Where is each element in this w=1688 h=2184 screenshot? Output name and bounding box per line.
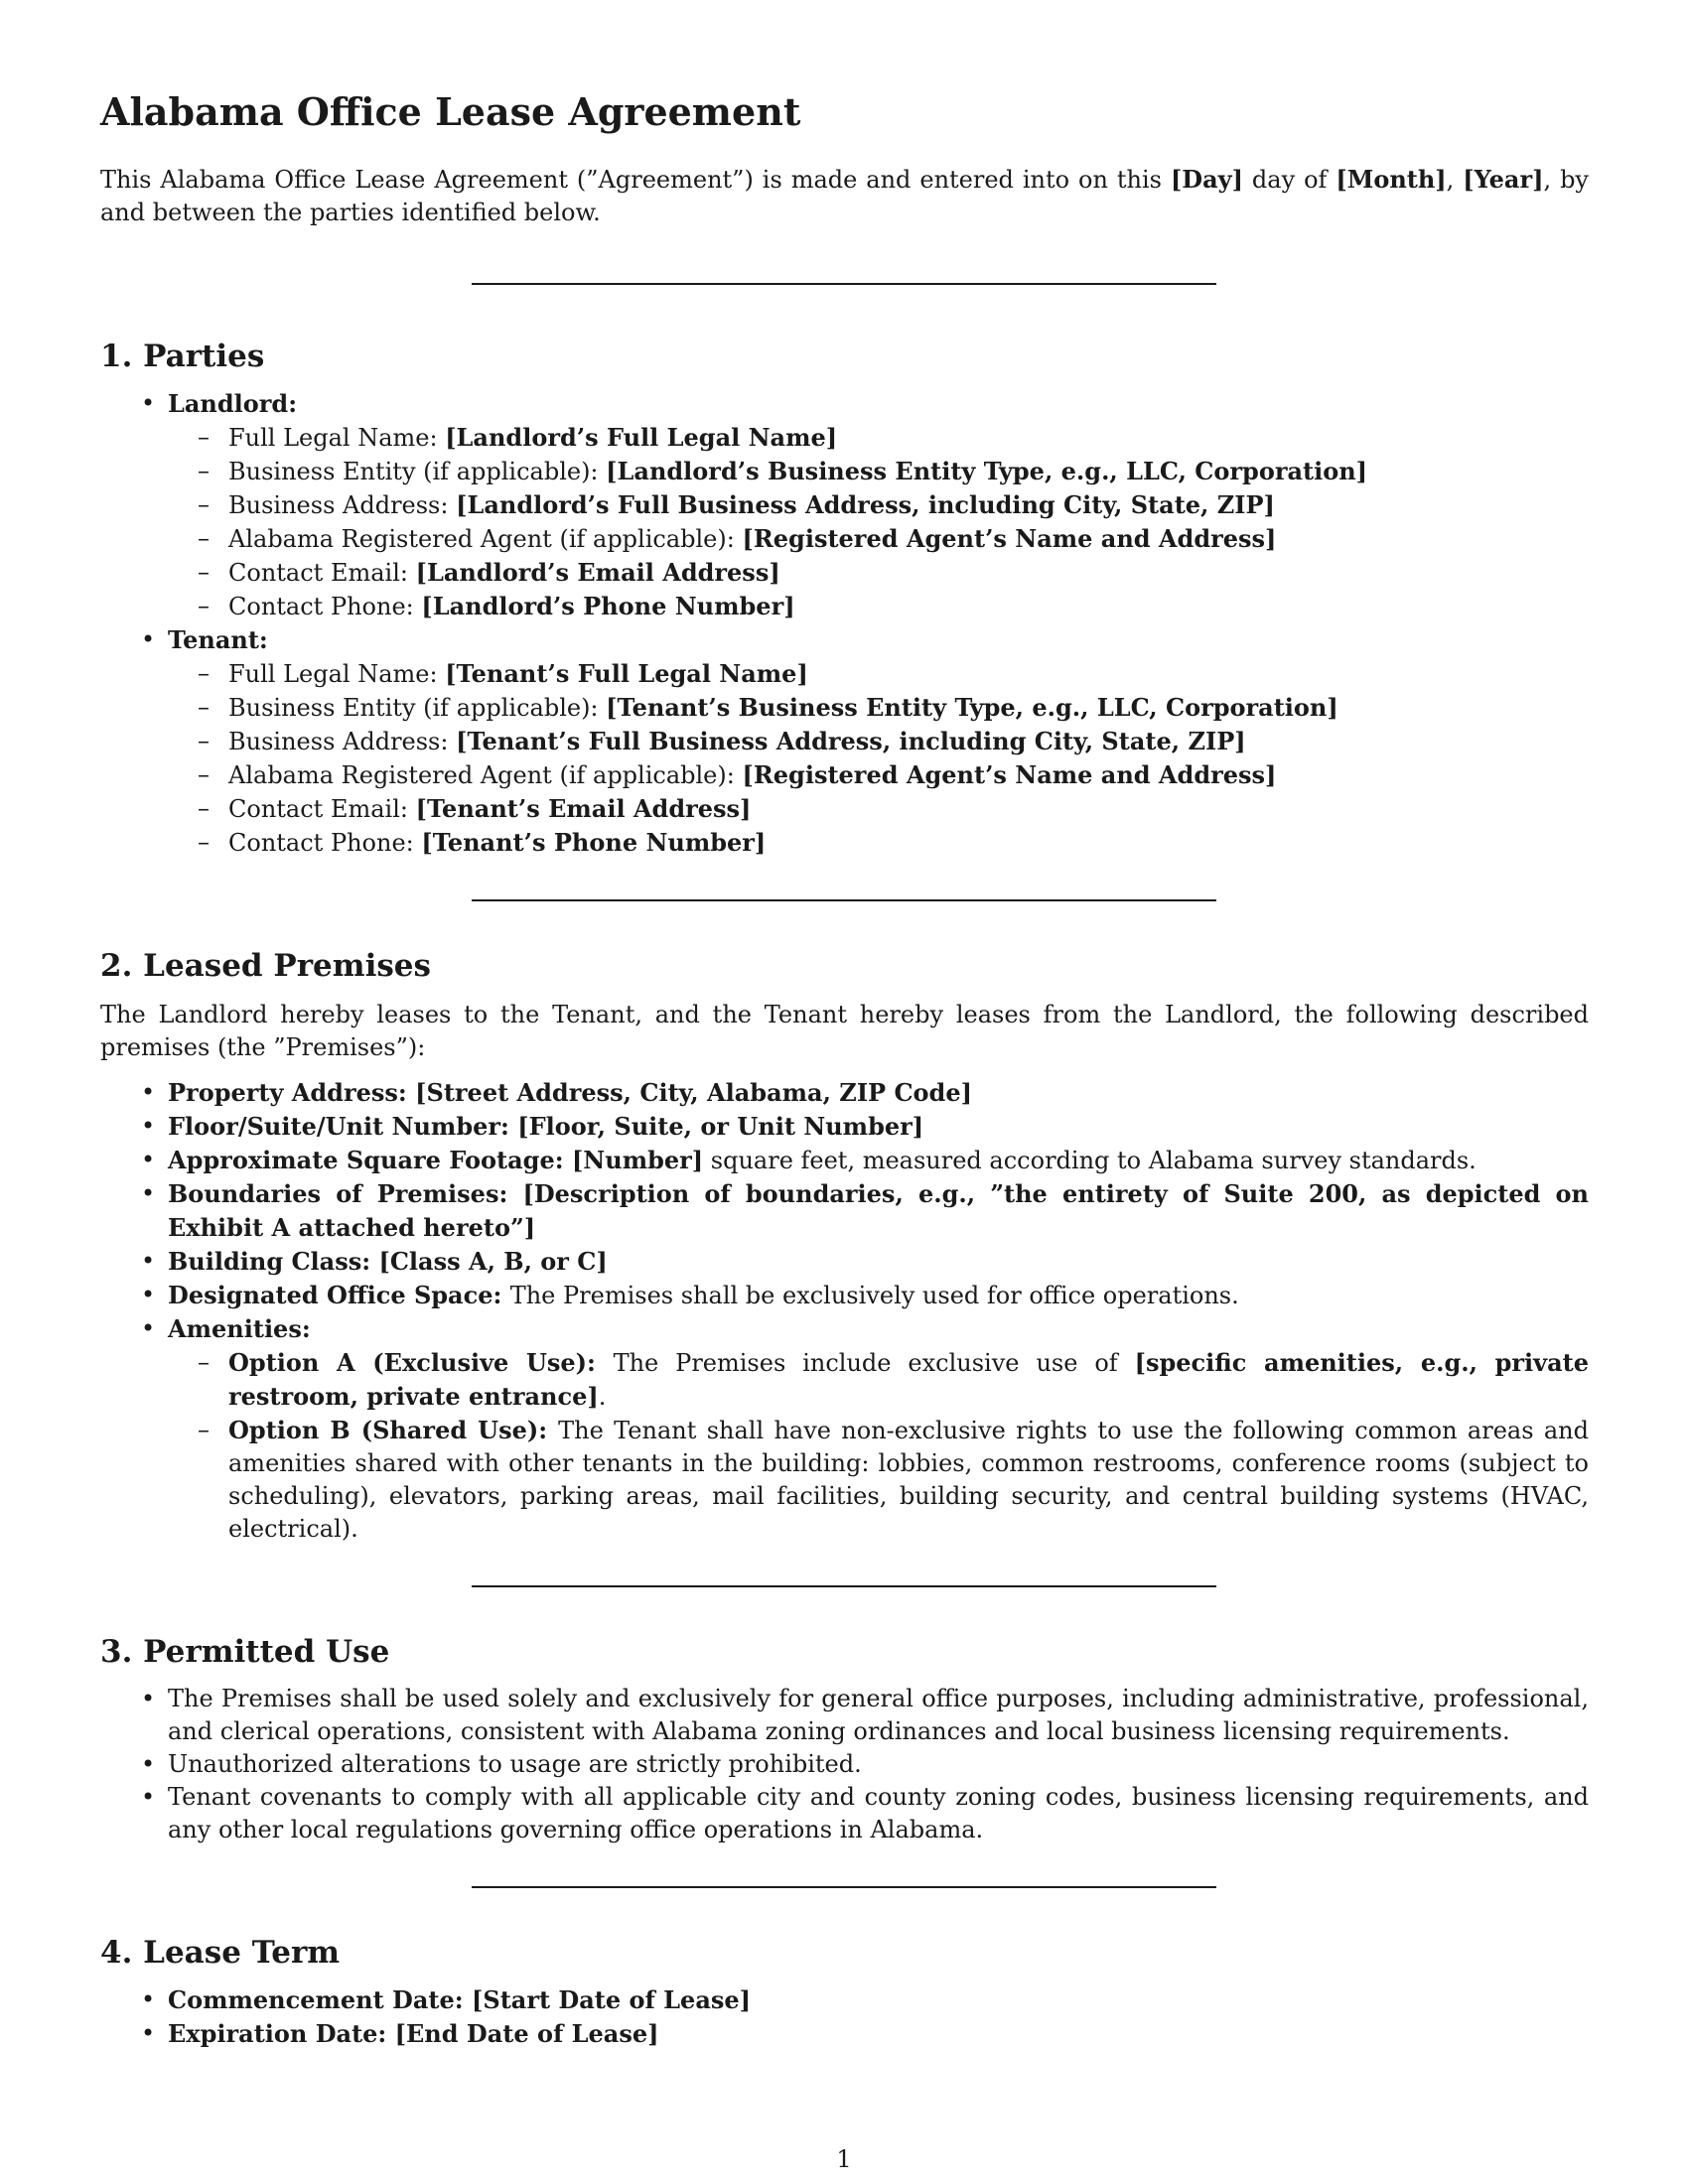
section-divider — [472, 1585, 1216, 1587]
amenities-options — [168, 1346, 1589, 1546]
list-item — [100, 623, 1589, 860]
list-item: – Business Address: [Landlord’s Full Business Address, including City, State, ZIP] — [168, 488, 1589, 522]
premises-list — [100, 1076, 1589, 1546]
document-title: Alabama Office Lease Agreement — [100, 89, 801, 134]
list-item: – Contact Email: [Tenant’s Email Address] — [168, 792, 1589, 826]
tenant-details — [168, 657, 1589, 860]
section-heading-parties: 1. Parties — [100, 339, 265, 374]
premises-intro: The Landlord hereby leases to the Tenant, and the Tenant hereby leases from the Landlord, the following described premises (the ”Premises”): — [100, 1001, 1589, 1061]
amenities-label: Amenities: — [168, 1314, 311, 1343]
list-item: • Building Class: [Class A, B, or C] — [100, 1245, 1589, 1279]
list-item: – Business Entity (if applicable): [Landlord’s Business Entity Type, e.g., LLC, Corporation] — [168, 455, 1589, 488]
list-item: • Unauthorized alterations to usage are strictly prohibited. — [100, 1748, 1589, 1781]
list-item: • The Premises shall be used solely and exclusively for general office purposes, including administrative, professional, and clerical operations, consistent with Alabama zoning ordinances and local business licensing requirements. — [100, 1683, 1589, 1748]
page-number: 1 — [836, 2145, 852, 2173]
list-item — [100, 1312, 1589, 1546]
list-item: • Floor/Suite/Unit Number: [Floor, Suite, or Unit Number] — [100, 1110, 1589, 1144]
tenant-label: Tenant: — [168, 625, 268, 654]
section-heading-permitted-use: 3. Permitted Use — [100, 1634, 390, 1670]
list-item: – Option A (Exclusive Use): The Premises include exclusive use of [specific amenities, e.g., private restroom, private entrance]. — [168, 1346, 1589, 1414]
lease-term-list — [100, 1983, 1589, 2051]
list-item: • Boundaries of Premises: [Description of boundaries, e.g., ”the entirety of Suite 200, as depicted on Exhibit A attached hereto”] — [100, 1177, 1589, 1245]
list-item: • Approximate Square Footage: [Number] square feet, measured according to Alabama survey standards. — [100, 1144, 1589, 1177]
list-item: • Designated Office Space: The Premises shall be exclusively used for office operations. — [100, 1279, 1589, 1312]
section-heading-lease-term: 4. Lease Term — [100, 1935, 341, 1971]
list-item: • Commencement Date: [Start Date of Lease] — [100, 1983, 1589, 2017]
list-item: – Alabama Registered Agent (if applicable): [Registered Agent’s Name and Address] — [168, 522, 1589, 556]
day-placeholder: [Day] — [1170, 165, 1243, 194]
document-page — [100, 87, 1589, 2051]
intro-paragraph: This Alabama Office Lease Agreement (”Agreement”) is made and entered into on this [Day] day of [Month], [Year], by and between the parties identified below. — [100, 165, 1589, 226]
list-item: – Contact Phone: [Tenant’s Phone Number] — [168, 826, 1589, 860]
year-placeholder: [Year] — [1463, 165, 1544, 194]
parties-list — [100, 387, 1589, 860]
list-item: – Full Legal Name: [Tenant’s Full Legal Name] — [168, 657, 1589, 691]
landlord-details — [168, 421, 1589, 623]
list-item: – Contact Email: [Landlord’s Email Address] — [168, 556, 1589, 590]
list-item: – Option B (Shared Use): The Tenant shall have non-exclusive rights to use the following common areas and amenities shared with other tenants in the building: lobbies, common restrooms, conference rooms (subject to scheduling), elevators, parking areas, mail facilities, building security, and central building systems (HVAC, electrical). — [168, 1414, 1589, 1546]
permitted-use-list — [100, 1683, 1589, 1846]
month-placeholder: [Month] — [1336, 165, 1447, 194]
landlord-label: Landlord: — [168, 389, 298, 418]
list-item: – Contact Phone: [Landlord’s Phone Number] — [168, 590, 1589, 623]
list-item: • Tenant covenants to comply with all applicable city and county zoning codes, business licensing requirements, and any other local regulations governing office operations in Alabama. — [100, 1781, 1589, 1846]
list-item: – Business Address: [Tenant’s Full Business Address, including City, State, ZIP] — [168, 725, 1589, 758]
section-divider — [472, 899, 1216, 901]
list-item — [100, 387, 1589, 623]
section-divider — [472, 1886, 1216, 1888]
list-item: – Business Entity (if applicable): [Tenant’s Business Entity Type, e.g., LLC, Corporation] — [168, 691, 1589, 725]
section-heading-leased-premises: 2. Leased Premises — [100, 948, 431, 984]
list-item: • Expiration Date: [End Date of Lease] — [100, 2017, 1589, 2051]
list-item: – Alabama Registered Agent (if applicable): [Registered Agent’s Name and Address] — [168, 758, 1589, 792]
list-item: – Full Legal Name: [Landlord’s Full Legal Name] — [168, 421, 1589, 455]
list-item: • Property Address: [Street Address, City, Alabama, ZIP Code] — [100, 1076, 1589, 1110]
section-divider — [472, 283, 1216, 285]
